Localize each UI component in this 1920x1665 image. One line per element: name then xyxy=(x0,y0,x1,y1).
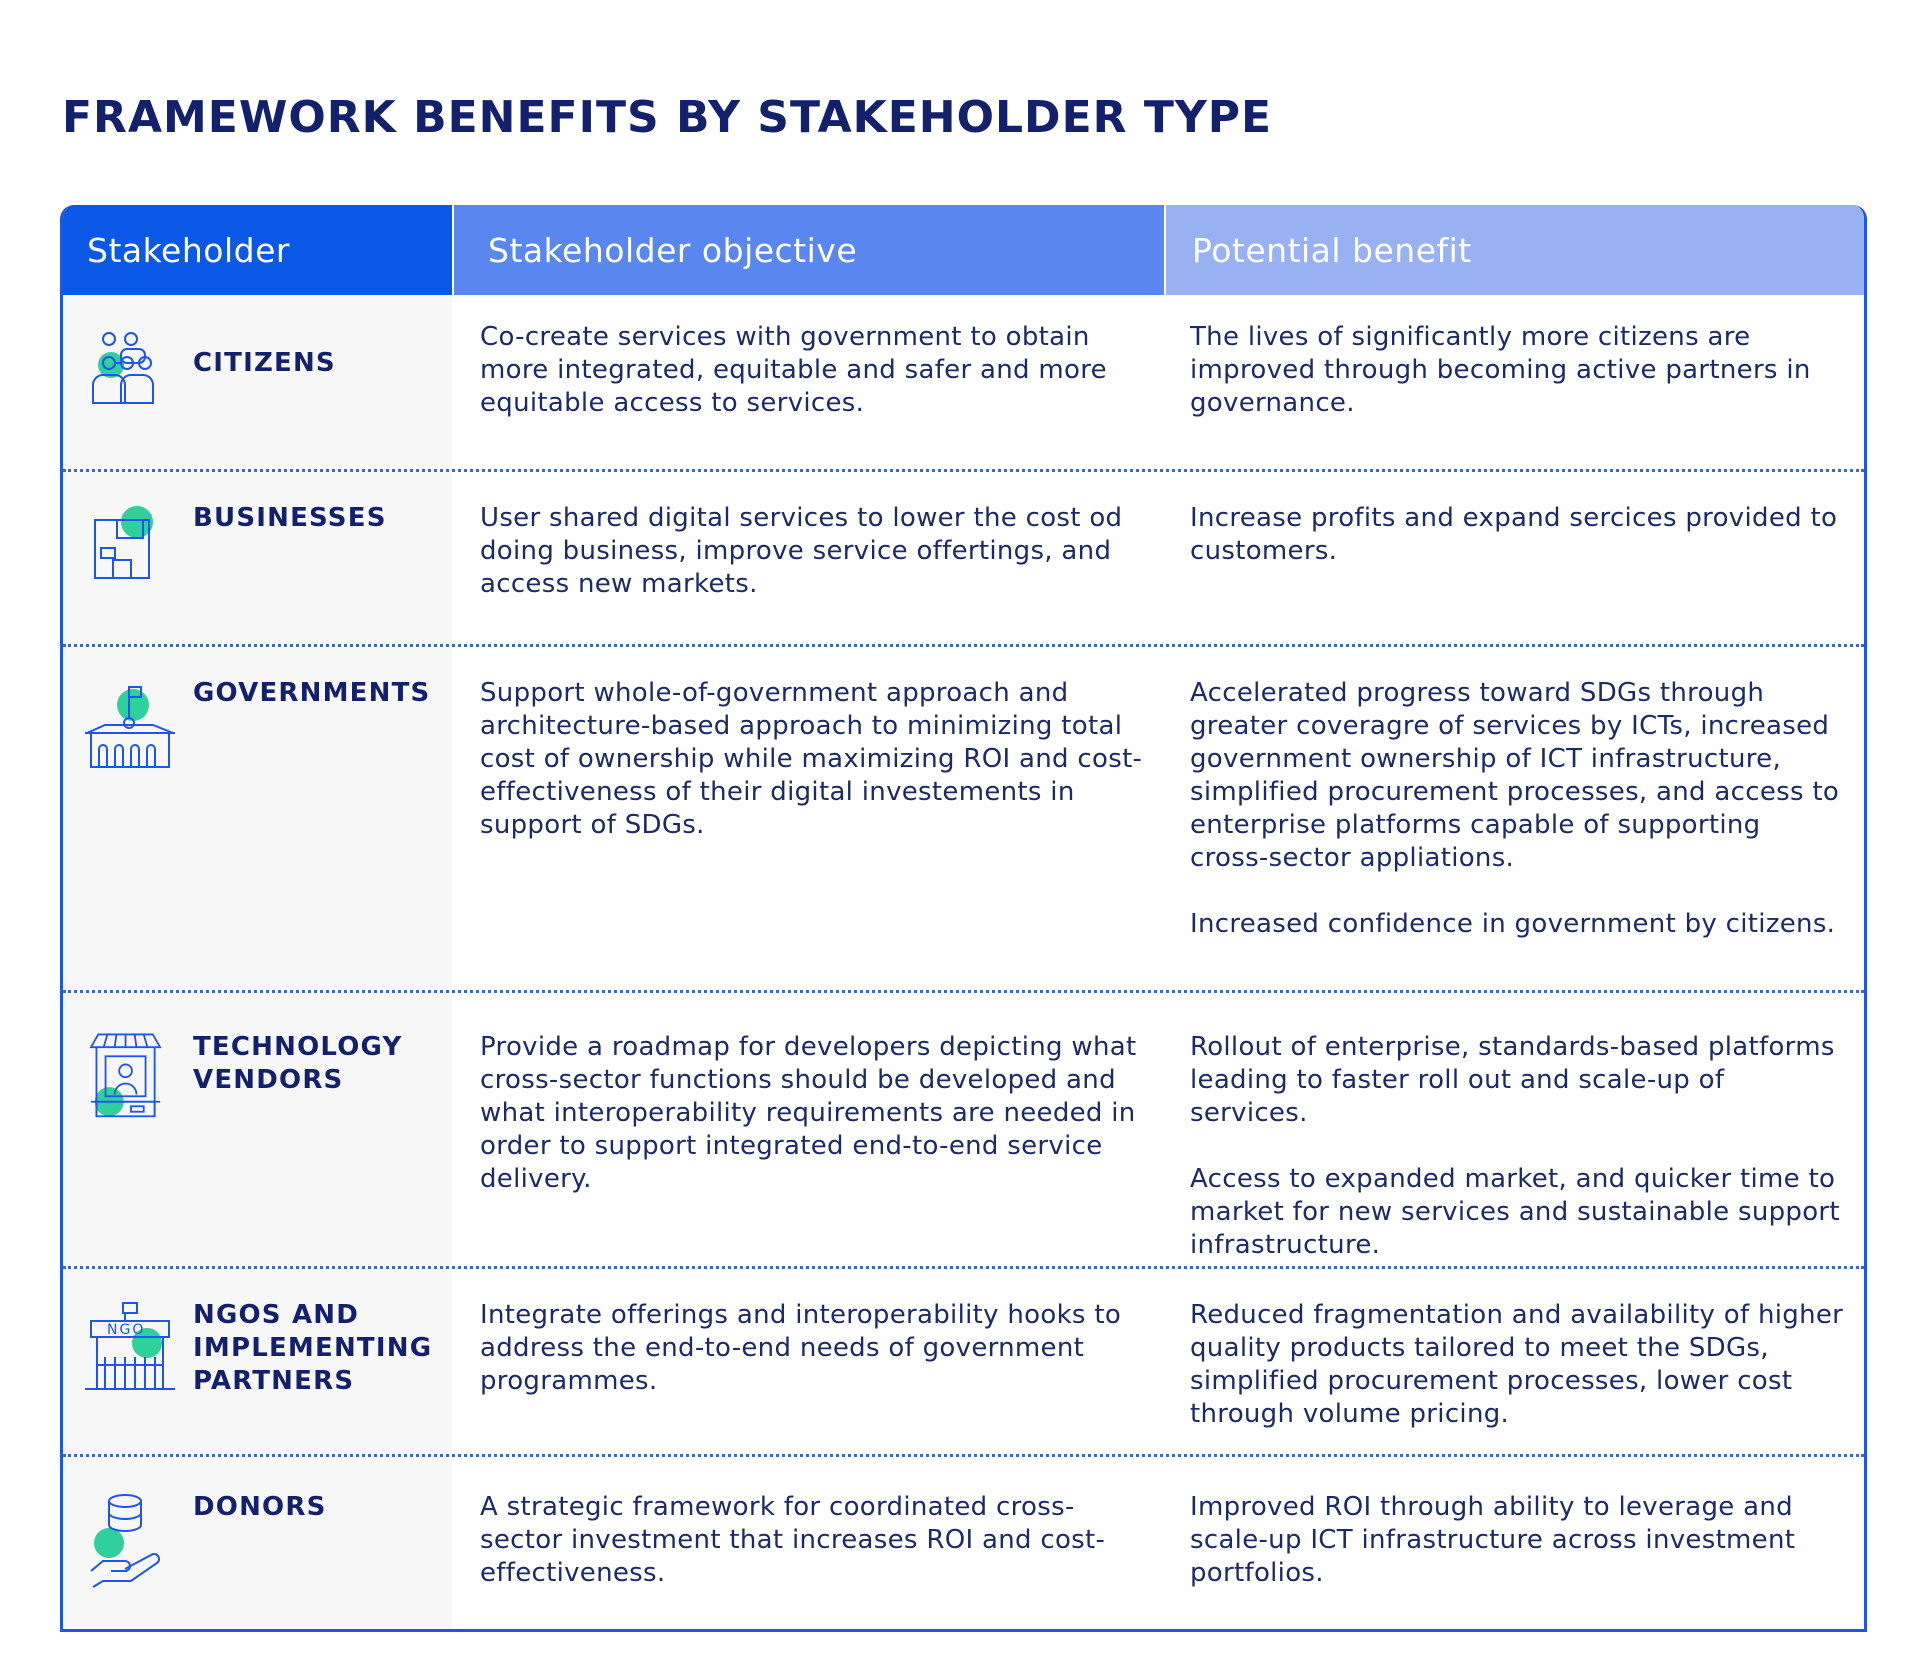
header-benefit: Potential benefit xyxy=(1164,205,1864,295)
stakeholder-cell xyxy=(63,993,452,1266)
government-building-icon xyxy=(81,677,181,777)
objective-cell xyxy=(452,295,1164,469)
benefit-cell xyxy=(1164,647,1864,990)
benefit-text: Increase profits and expand sercices provided to customers. xyxy=(1190,503,1838,566)
stakeholder-name: DONORS xyxy=(193,1492,327,1522)
objective-cell xyxy=(452,993,1164,1266)
storefront-building-icon xyxy=(81,496,181,596)
objective-cell xyxy=(452,1269,1164,1454)
stakeholder-cell xyxy=(63,647,452,990)
objective-text: Integrate offerings and interoperability hooks to address the end-to-end needs of government programmes. xyxy=(480,1300,1122,1396)
benefit-text: Accelerated progress toward SDGs through greater coveragre of services by ICTs, increased government ownership of ICT infrastructure, simplified procurement processes, and access to enterprise platforms capable of supporting cross-sector appliations. xyxy=(1190,678,1840,873)
benefit-cell xyxy=(1164,295,1864,469)
benefit-cell xyxy=(1164,993,1864,1266)
stakeholder-name: CITIZENS xyxy=(193,348,336,378)
header-stakeholder: Stakeholder xyxy=(63,205,452,295)
table-row xyxy=(63,644,1864,990)
table-row xyxy=(63,469,1864,644)
benefit-cell xyxy=(1164,472,1864,644)
stakeholder-cell xyxy=(63,295,452,469)
benefit-cell xyxy=(1164,1269,1864,1454)
stakeholder-cell xyxy=(63,1457,452,1632)
benefit-cell xyxy=(1164,1457,1864,1632)
benefits-table xyxy=(60,205,1867,1632)
objective-text: Support whole-of-government approach and architecture-based approach to minimizing total cost of ownership while maximizing ROI and cost-effectiveness of their digital investements in support of SDGs. xyxy=(480,678,1143,840)
stakeholder-name: BUSINESSES xyxy=(193,503,387,533)
objective-cell xyxy=(452,1457,1164,1632)
objective-cell xyxy=(452,472,1164,644)
stakeholder-name: GOVERNMENTS xyxy=(193,678,431,708)
table-row xyxy=(63,295,1864,469)
benefit-text: Access to expanded market, and quicker time to market for new services and sustainable support infrastructure. xyxy=(1190,1164,1840,1260)
ngo-building-icon xyxy=(81,1299,181,1399)
table-row xyxy=(63,990,1864,1266)
vendor-kiosk-icon xyxy=(81,1029,181,1129)
stakeholder-name: TECHNOLOGY VENDORS xyxy=(193,1032,403,1095)
table-header xyxy=(63,205,1864,295)
objective-text: Provide a roadmap for developers depicting what cross-sector functions should be developed and what interoperability requirements are needed in order to support integrated end-to-end service delivery. xyxy=(480,1032,1137,1194)
hand-coins-icon xyxy=(81,1489,181,1589)
objective-text: Co-create services with government to obtain more integrated, equitable and safer and more equitable access to services. xyxy=(480,322,1107,418)
svg-text:NGO: NGO xyxy=(107,1322,146,1338)
objective-cell xyxy=(452,647,1164,990)
stakeholder-cell xyxy=(63,472,452,644)
benefit-text: Increased confidence in government by citizens. xyxy=(1190,909,1836,939)
benefit-text: Reduced fragmentation and availability of higher quality products tailored to meet the SDGs, simplified procurement processes, lower cost through volume pricing. xyxy=(1190,1300,1844,1429)
table-row xyxy=(63,1454,1864,1632)
page-title: FRAMEWORK BENEFITS BY STAKEHOLDER TYPE xyxy=(62,92,1273,143)
objective-text: A strategic framework for coordinated cross-sector investment that increases ROI and cost-effectiveness. xyxy=(480,1492,1106,1588)
stakeholder-name: NGOS AND IMPLEMENTING PARTNERS xyxy=(193,1300,433,1396)
stakeholder-cell xyxy=(63,1269,452,1454)
benefit-text: Improved ROI through ability to leverage and scale-up ICT infrastructure across investment portfolios. xyxy=(1190,1492,1796,1588)
objective-text: User shared digital services to lower the cost od doing business, improve service offertings, and access new markets. xyxy=(480,503,1123,599)
table-row xyxy=(63,1266,1864,1454)
people-group-icon xyxy=(81,325,181,425)
benefit-text: The lives of significantly more citizens are improved through becoming active partners in governance. xyxy=(1190,322,1811,418)
header-objective: Stakeholder objective xyxy=(452,205,1164,295)
benefit-text: Rollout of enterprise, standards-based platforms leading to faster roll out and scale-up of services. xyxy=(1190,1032,1835,1128)
